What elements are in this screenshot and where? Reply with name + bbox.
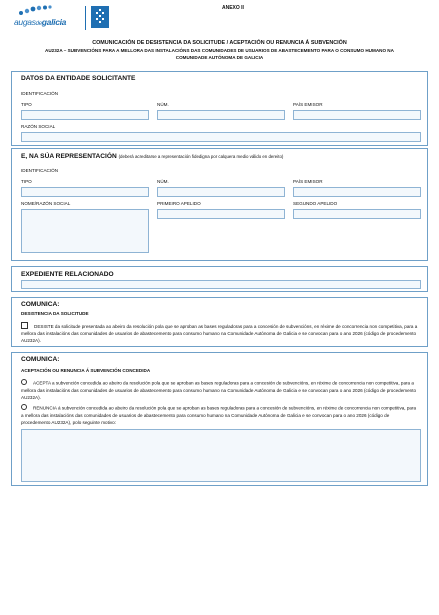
acepta-radio[interactable] [21, 379, 27, 385]
form-title-block [10, 40, 429, 62]
pais-emisor-label: PAÍS EMISOR [293, 102, 323, 107]
tipo-field[interactable] [21, 110, 149, 120]
expediente-field[interactable] [21, 280, 421, 289]
xunta-crest-icon [91, 6, 109, 28]
representation-note: (deberá acreditarse a representación fidedigna por calquera medio válido en dereito) [118, 154, 284, 159]
num-label: NÚM. [157, 179, 169, 184]
tipo-field[interactable] [21, 187, 149, 197]
section-title: E, NA SÚA REPRESENTACIÓN (deberá acreditarse a representación fidedigna por calquera medio válido en dereito) [21, 153, 284, 160]
segundo-apelido-field[interactable] [293, 209, 421, 219]
annex-label: ANEXO II [222, 5, 244, 11]
pais-emisor-field[interactable] [293, 110, 421, 120]
water-drops-icon [18, 4, 54, 16]
section-desistencia [11, 297, 428, 347]
num-field[interactable] [157, 187, 285, 197]
razon-social-field[interactable] [21, 132, 421, 142]
tipo-label: TIPO [21, 179, 32, 184]
augas-de-galicia-logo [14, 3, 96, 29]
desiste-checkbox[interactable] [21, 322, 28, 329]
section-entidade-solicitante [11, 71, 428, 146]
desistencia-option [21, 322, 419, 344]
identificacion-label: IDENTIFICACIÓN [21, 168, 59, 173]
logo-wordmark: augasdegalicia [14, 17, 67, 27]
form-title: COMUNICACIÓN DE DESISTENCIA DA SOLICITUDE / ACEPTACIÓN OU RENUNCIA Á SUBVENCIÓN [92, 40, 347, 46]
section-representacion [11, 148, 428, 261]
renuncia-radio[interactable] [21, 404, 27, 410]
logo-divider [85, 6, 86, 30]
renuncia-text: RENUNCIA á subvención concedida ao abeiro da resolución pola que se aproban as bases reguladoras para a concesión de subvencións, en réxime de concorrencia non competitiva, para a mellora das instalacións das comunidades de usuarios de abastecemento para consumo humano na Comunidade Autónoma de Galicia e se convocan para o ano 2026 (código de procedemento AU232A), polo seguinte motivo: [21, 405, 417, 425]
pais-emisor-label: PAÍS EMISOR [293, 179, 323, 184]
aceptacion-subhead: ACEPTACIÓN OU RENUNCIA Á SUBVENCIÓN CONCEDIDA [21, 368, 151, 373]
nome-razon-social-label: NOME/RAZÓN SOCIAL [21, 201, 71, 206]
acepta-option [21, 379, 419, 401]
acepta-text: ACEPTA a subvención concedida ao abeiro da resolución pola que se aproban as bases reguladoras para a concesión de subvencións, en réxime de concorrencia non competitiva, para a mellora das instalacións das comunidades de usuarios de abastecemento para consumo humano na Comunidade Autónoma de Galicia e se convocan para o ano 2026 (código de procedemento AU232A). [21, 380, 417, 400]
section-aceptacion-renuncia [11, 352, 428, 486]
desistencia-subhead: DESISTENCIA DA SOLICITUDE [21, 311, 89, 316]
segundo-apelido-label: SEGUNDO APELIDO [293, 201, 338, 206]
primeiro-apelido-field[interactable] [157, 209, 285, 219]
section-title: DATOS DA ENTIDADE SOLICITANTE [21, 75, 136, 82]
renuncia-option [21, 404, 419, 426]
motivo-textarea[interactable] [21, 429, 421, 482]
form-subtitle-line1: AU232A – SUBVENCIÓNS PARA A MELLORA DAS INSTALACIÓNS DAS COMUNIDADES DE USUARIOS DE ABASTECEMENTO PARA O CONSUMO HUMANO NA [45, 48, 394, 54]
tipo-label: TIPO [21, 102, 32, 107]
desiste-text: DESISTE da solicitude presentada ao abeiro da resolución pola que se aproban as bases reguladoras para a concesión de subvencións, en réxime de concorrencia non competitiva, para a mellora das instalacións das comunidades de usuarios de abastecemento para consumo humano na Comunidade Autónoma de Galicia e se convocan para o ano 2026 (código de procedemento AU232A). [21, 324, 418, 344]
section-title: EXPEDIENTE RELACIONADO [21, 271, 114, 278]
form-subtitle-line2: COMUNIDADE AUTÓNOMA DE GALICIA [175, 55, 264, 61]
section-title: COMUNICA: [21, 356, 60, 363]
primeiro-apelido-label: PRIMEIRO APELIDO [157, 201, 201, 206]
section-expediente-relacionado [11, 266, 428, 292]
section-title: COMUNICA: [21, 301, 60, 308]
identificacion-label: IDENTIFICACIÓN [21, 91, 59, 96]
num-label: NÚM. [157, 102, 169, 107]
pais-emisor-field[interactable] [293, 187, 421, 197]
num-field[interactable] [157, 110, 285, 120]
razon-social-label: RAZÓN SOCIAL [21, 124, 56, 129]
nome-razon-social-field[interactable] [21, 209, 149, 253]
